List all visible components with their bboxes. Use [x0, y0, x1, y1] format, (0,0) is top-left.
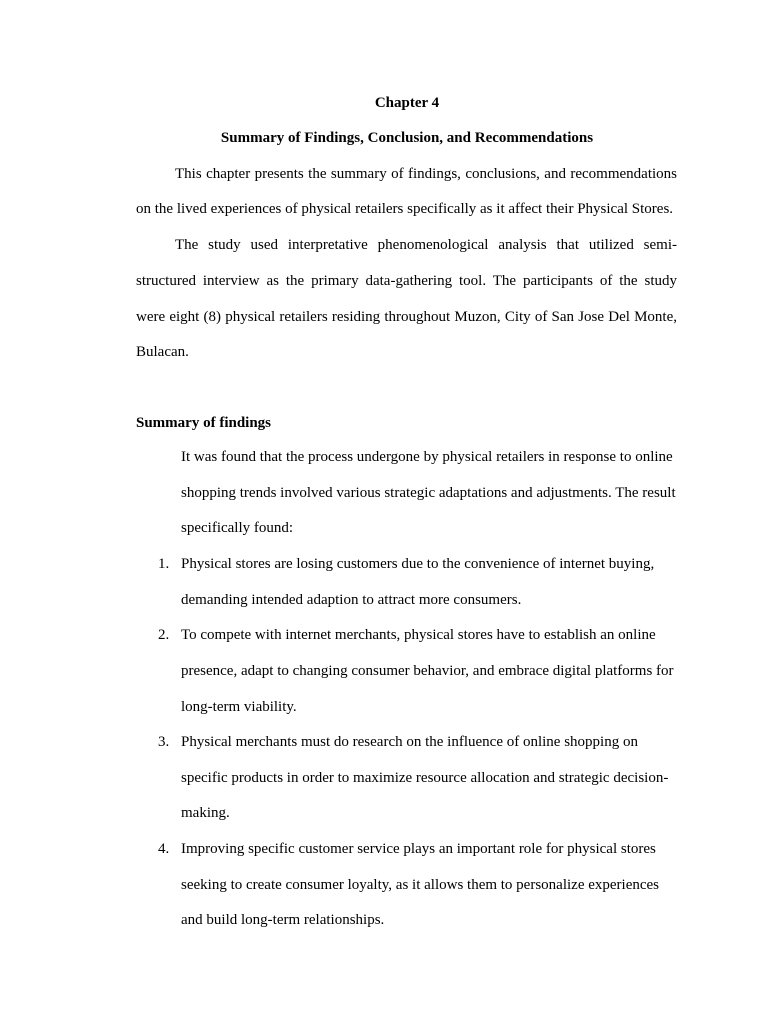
- intro-p2-line-4: Bulacan.: [136, 344, 189, 360]
- intro-p1-line-1: This chapter presents the summary of findings, conclusions, and recommendations: [175, 166, 677, 182]
- list-item-1-line-2: demanding intended adaption to attract more consumers.: [181, 592, 522, 608]
- findings-heading: Summary of findings: [136, 415, 272, 431]
- list-number: 1.: [158, 556, 170, 572]
- intro-p1-line-2: on the lived experiences of physical retailers specifically as it affect their Physical Stores.: [136, 201, 674, 217]
- findings-lead-line-2: shopping trends involved various strategic adaptations and adjustments. The result: [181, 485, 676, 501]
- intro-p2-line-3: were eight (8) physical retailers residing throughout Muzon, City of San Jose Del Monte,: [136, 309, 677, 325]
- list-item-3-line-1: Physical merchants must do research on the influence of online shopping on: [181, 734, 638, 750]
- list-item-3-line-2: specific products in order to maximize resource allocation and strategic decision-: [181, 770, 669, 786]
- list-item-1-line-1: Physical stores are losing customers due to the convenience of internet buying,: [181, 556, 655, 572]
- list-number: 4.: [158, 841, 170, 857]
- findings-lead-line-1: It was found that the process undergone by physical retailers in response to online: [181, 449, 673, 465]
- chapter-title: Summary of Findings, Conclusion, and Recommendations: [220, 130, 594, 146]
- intro-p2-line-2: structured interview as the primary data-gathering tool. The participants of the study: [136, 273, 677, 289]
- intro-p2-line-1: The study used interpretative phenomenological analysis that utilized semi-: [175, 237, 677, 253]
- list-item-2-line-2: presence, adapt to changing consumer behavior, and embrace digital platforms for: [181, 663, 674, 679]
- list-number: 2.: [158, 627, 170, 643]
- list-number: 3.: [158, 734, 170, 750]
- list-item-2-line-3: long-term viability.: [181, 699, 297, 715]
- findings-lead-line-3: specifically found:: [181, 520, 294, 536]
- list-item-3-line-3: making.: [181, 805, 230, 821]
- chapter-label: Chapter 4: [374, 95, 440, 111]
- list-item-4-line-3: and build long-term relationships.: [181, 912, 385, 928]
- list-item-4-line-2: seeking to create consumer loyalty, as it allows them to personalize experiences: [181, 877, 660, 893]
- list-item-2-line-1: To compete with internet merchants, physical stores have to establish an online: [181, 627, 656, 643]
- list-item-4-line-1: Improving specific customer service plays an important role for physical stores: [181, 841, 656, 857]
